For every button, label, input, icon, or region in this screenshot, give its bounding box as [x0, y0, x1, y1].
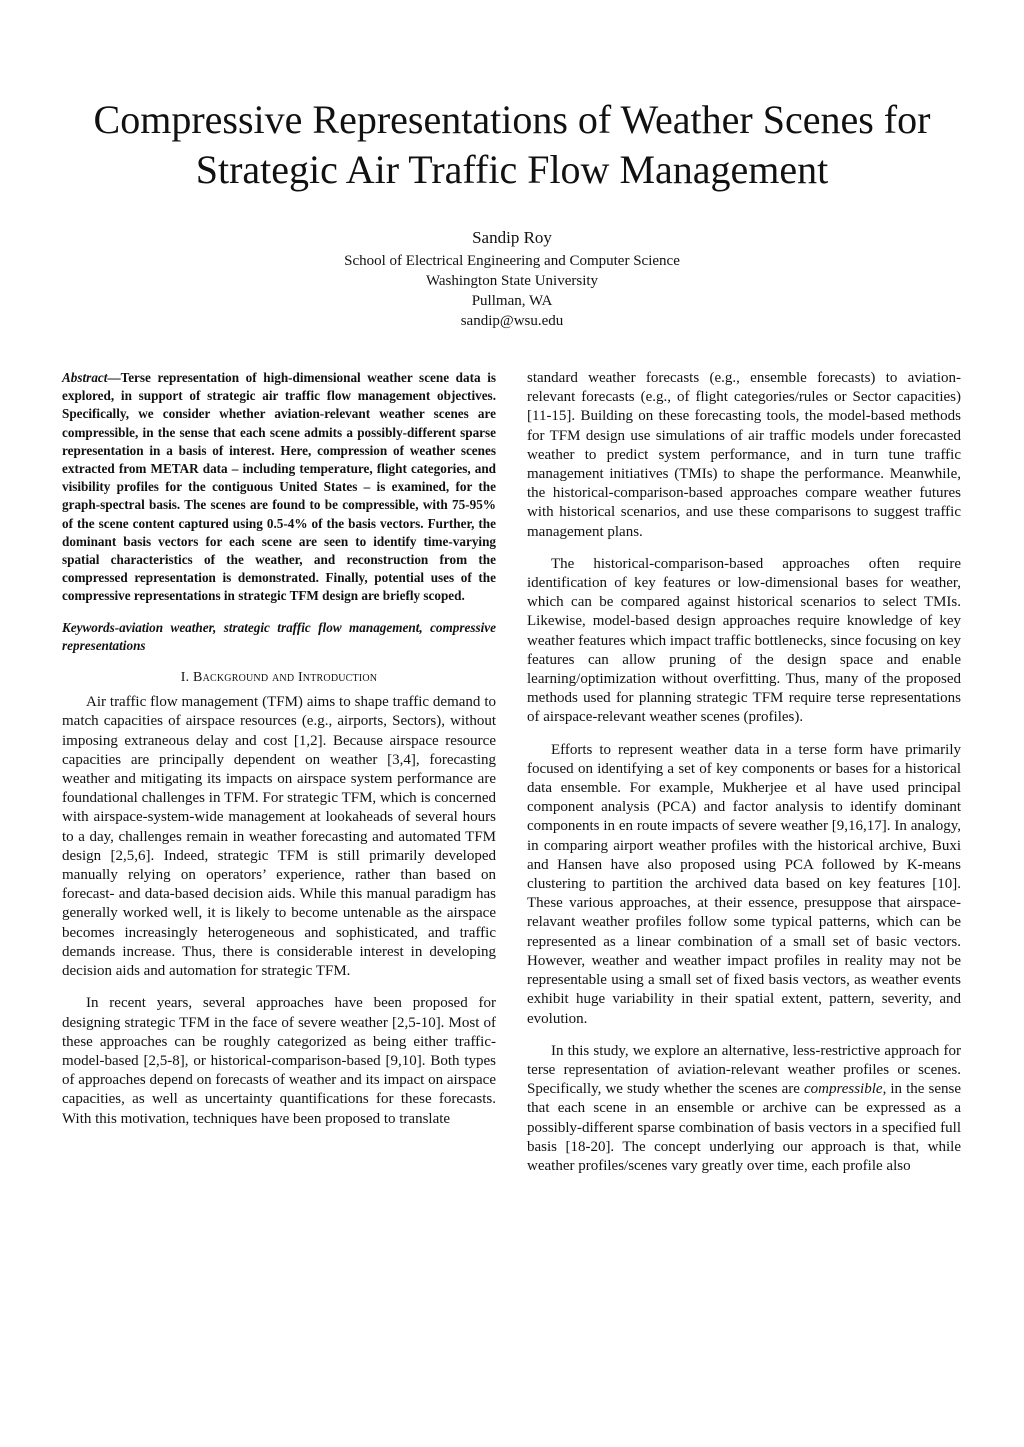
keywords: Keywords-aviation weather, strategic traffic flow management, compressive representations — [62, 619, 496, 653]
body-paragraph: The historical-comparison-based approaches often require identification of key features or low-dimensional bases for weather, which can be compared against historical scenarios to select TMIs. Likewise, model-based design approaches require knowledge of key weather features which impact traffic bottlenecks, since focusing on key features can allow pruning of the design space and enable learning/optimization without overfitting. Thus, many of the proposed methods used for planning strategic TFM require terse representations of airspace-relevant weather scenes (profiles). — [527, 555, 961, 726]
section-heading: I. Background and Introduction — [180, 670, 378, 686]
author-university: Washington State University — [425, 273, 599, 289]
body-paragraph: standard weather forecasts (e.g., ensemble forecasts) to aviation-relevant forecasts (e.g., of flight categories/rules or Sector capacities) [11-15]. Building on these forecasting tools, the model-based methods for TFM design use simulations of air traffic models under forecasted weather to predict system performance, and in turn tune traffic management initiatives (TMIs) to shape the performance. Meanwhile, the historical-comparison-based approaches compare weather futures with historical scenarios, and use these comparisons to suggest traffic management plans. — [527, 370, 961, 540]
title-line-2: Strategic Air Traffic Flow Management — [195, 147, 829, 192]
body-paragraph: In recent years, several approaches have been proposed for designing strategic TFM in the face of severe weather [2,5-10]. Most of these approaches can be roughly categorized as being either traffic-model-based [2,5-8], or historical-comparison-based [9,10]. Both types of approaches depend on forecasts of weather and its impact on airspace capacities, as well as uncertainty quantifications for these forecasts. With this motivation, techniques have been proposed to translate — [62, 995, 496, 1127]
paragraph-text: In this study, we explore an alternative, less-restrictive approach for terse representation of aviation-relevant weather profiles or scenes. Specifically, we study whether the scenes are — [527, 1042, 961, 1098]
author-location: Pullman, WA — [471, 293, 553, 309]
author-name: Sandip Roy — [472, 228, 552, 247]
body-paragraph: Efforts to represent weather data in a terse form have primarily focused on identifying a set of key components or bases for a historical data ensemble. For example, Mukherjee et al have used principal component analysis (PCA) and factor analysis to identify dominant components in en route impacts of severe weather [9,16,17]. In analogy, in comparing airport weather profiles with the historical archive, Buxi and Hansen have also proposed using PCA followed by K-means clustering to partition the archived data based on key features [10]. These various approaches, at their essence, presuppose that airspace-relavant weather profiles follow some typical patterns, which can be represented as a linear combination of a small set of basic vectors. However, weather and weather impact profiles in reality may not be representable using a small set of fixed basis vectors, as weather events exhibit huge variability in their spatial extent, pattern, severity, and evolution. — [527, 741, 961, 1027]
abstract-text: —Terse representation of high-dimensional weather scene data is explored, in support of strategic air traffic flow management objectives. Specifically, we consider whether aviation-relevant weather scenes are compressible, in the sense that each scene admits a possibly-different sparse representation in a basis of interest. Here, compression of weather scenes extracted from METAR data – including temperature, flight categories, and visibility profiles for the contiguous United States – is examined, for the graph-spectral basis. The scenes are found to be compressible, with 75-95% of the scene content captured using 0.5-4% of the basis vectors. Further, the dominant basis vectors for each scene are seen to identify time-varying spatial characteristics of the weather, and reconstruction from the compressed representation is demonstrated. Finally, potential uses of the compressive representations in strategic TFM design are briefly scoped. — [62, 370, 496, 604]
abstract — [62, 369, 496, 606]
author-block — [200, 227, 824, 331]
body-paragraph — [527, 1042, 961, 1176]
author-email: sandip@wsu.edu — [460, 313, 564, 329]
paragraph-text: , in the sense that each scene in an ensemble or archive can be expressed as a possibly-different sparse combination of basis vectors in a specified full basis [18-20]. The concept underlying our approach is that, while weather profiles/scenes vary greatly over time, each profile also — [527, 1081, 961, 1174]
left-column — [62, 369, 496, 1142]
right-column — [527, 369, 961, 1189]
title-line-1: Compressive Representations of Weather Scenes for — [93, 97, 931, 142]
paper-title — [40, 95, 984, 195]
emphasis-term: compressible — [803, 1081, 883, 1098]
body-paragraph: Air traffic flow management (TFM) aims to shape traffic demand to match capacities of airspace resources (e.g., airports, Sectors), without imposing extraneous delay and cost [1,2]. Because airspace resource capacities are principally dependent on weather [3,4], forecasting weather and mitigating its impacts on airspace system performance are foundational challenges in TFM. For strategic TFM, which is concerned with airspace-system-wide management at lookaheads of several hours to a day, challenges remain in weather forecasting and automated TFM design [2,5,6]. Indeed, strategic TFM is still primarily developed manually relying on operators’ experience, rather than based on forecast- and data-based decision aids. While this manual paradigm has generally worked well, it is likely to become untenable as the airspace becomes increasingly heterogeneous and sophisticated, and traffic demands increase. Thus, there is considerable interest in developing decision aids and automation for strategic TFM. — [62, 694, 496, 980]
author-department: School of Electrical Engineering and Computer Science — [344, 253, 680, 269]
abstract-label: Abstract — [62, 370, 108, 385]
